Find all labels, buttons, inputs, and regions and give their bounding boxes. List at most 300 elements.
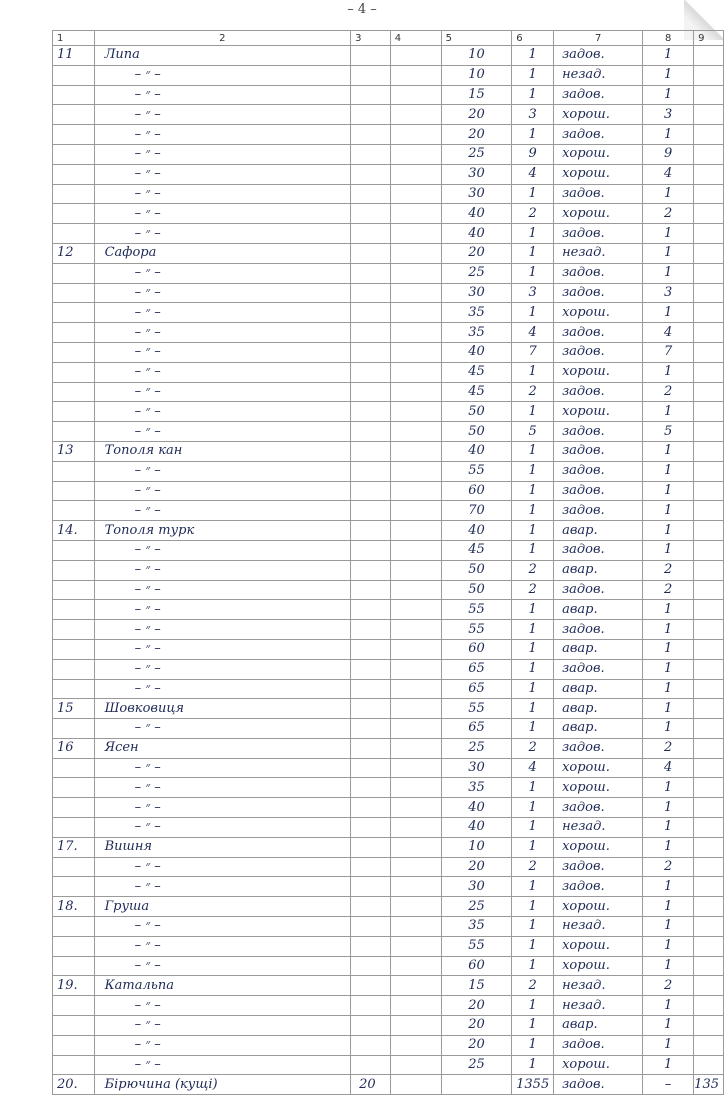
- col3-cell: [351, 85, 391, 105]
- col4-cell: [390, 897, 441, 917]
- diameter-cell: 20: [441, 857, 512, 877]
- col4-cell: [390, 362, 441, 382]
- count-cell: 1: [512, 402, 554, 422]
- count-cell: 1: [512, 798, 554, 818]
- total-cell: –: [643, 1075, 694, 1095]
- row-number: 19.: [53, 976, 95, 996]
- col9-cell: [694, 125, 724, 145]
- col9-cell: [694, 263, 724, 283]
- table-row: [53, 243, 724, 263]
- col3-cell: [351, 342, 391, 362]
- count-cell: 1: [512, 184, 554, 204]
- table-row: [53, 1035, 724, 1055]
- col3-cell: [351, 837, 391, 857]
- count-cell: 2: [512, 976, 554, 996]
- total-cell: 1: [643, 659, 694, 679]
- col4-cell: [390, 164, 441, 184]
- condition-cell: незад.: [554, 65, 643, 85]
- row-number: [53, 402, 95, 422]
- count-cell: 1: [512, 125, 554, 145]
- row-number: [53, 303, 95, 323]
- total-cell: 1: [643, 996, 694, 1016]
- species-name: – ״ –: [94, 600, 351, 620]
- col3-cell: [351, 481, 391, 501]
- col3-cell: [351, 204, 391, 224]
- col9-cell: [694, 85, 724, 105]
- col3-cell: [351, 857, 391, 877]
- diameter-cell: 40: [441, 204, 512, 224]
- total-cell: 1: [643, 917, 694, 937]
- row-number: 20.: [53, 1075, 95, 1095]
- total-cell: 1: [643, 184, 694, 204]
- diameter-cell: 55: [441, 620, 512, 640]
- col3-cell: [351, 877, 391, 897]
- col9-cell: [694, 105, 724, 125]
- col4-cell: [390, 303, 441, 323]
- condition-cell: задов.: [554, 659, 643, 679]
- diameter-cell: 65: [441, 659, 512, 679]
- col4-cell: [390, 283, 441, 303]
- diameter-cell: 30: [441, 283, 512, 303]
- species-name: – ״ –: [94, 323, 351, 343]
- col4-cell: [390, 323, 441, 343]
- diameter-cell: 60: [441, 956, 512, 976]
- row-number: [53, 798, 95, 818]
- condition-cell: незад.: [554, 818, 643, 838]
- diameter-cell: 15: [441, 976, 512, 996]
- col4-cell: [390, 501, 441, 521]
- diameter-cell: 30: [441, 164, 512, 184]
- row-number: 16: [53, 738, 95, 758]
- col9-cell: [694, 1055, 724, 1075]
- col4-cell: [390, 263, 441, 283]
- total-cell: 1: [643, 936, 694, 956]
- diameter-cell: 50: [441, 560, 512, 580]
- count-cell: 4: [512, 323, 554, 343]
- row-number: [53, 877, 95, 897]
- count-cell: 2: [512, 382, 554, 402]
- diameter-cell: 40: [441, 521, 512, 541]
- total-cell: 1: [643, 1016, 694, 1036]
- count-cell: 1: [512, 778, 554, 798]
- species-name: – ״ –: [94, 125, 351, 145]
- total-cell: 9: [643, 144, 694, 164]
- species-name: – ״ –: [94, 540, 351, 560]
- col9-cell: [694, 778, 724, 798]
- table-row: [53, 422, 724, 442]
- col4-cell: [390, 441, 441, 461]
- species-name: – ״ –: [94, 1035, 351, 1055]
- col9-cell: [694, 362, 724, 382]
- condition-cell: хорош.: [554, 837, 643, 857]
- column-numbers-row: [53, 31, 724, 46]
- col4-cell: [390, 857, 441, 877]
- count-cell: 2: [512, 580, 554, 600]
- col9-cell: [694, 857, 724, 877]
- total-cell: 2: [643, 738, 694, 758]
- species-name: – ״ –: [94, 936, 351, 956]
- condition-cell: незад.: [554, 976, 643, 996]
- species-name: Тополя турк: [94, 521, 351, 541]
- diameter-cell: 35: [441, 778, 512, 798]
- col4-cell: [390, 481, 441, 501]
- count-cell: 2: [512, 738, 554, 758]
- species-name: – ״ –: [94, 402, 351, 422]
- col9-cell: [694, 560, 724, 580]
- total-cell: 1: [643, 837, 694, 857]
- table-row: [53, 778, 724, 798]
- col9-cell: [694, 481, 724, 501]
- col3-cell: [351, 125, 391, 145]
- col4-cell: [390, 402, 441, 422]
- diameter-cell: 60: [441, 639, 512, 659]
- col9-cell: [694, 719, 724, 739]
- row-number: 12: [53, 243, 95, 263]
- diameter-cell: 20: [441, 105, 512, 125]
- species-name: Тополя кан: [94, 441, 351, 461]
- table-row: [53, 1055, 724, 1075]
- diameter-cell: 55: [441, 699, 512, 719]
- condition-cell: задов.: [554, 85, 643, 105]
- row-number: [53, 323, 95, 343]
- col4-cell: [390, 1055, 441, 1075]
- row-number: [53, 600, 95, 620]
- count-cell: 1: [512, 501, 554, 521]
- total-cell: 1: [643, 719, 694, 739]
- diameter-cell: 25: [441, 263, 512, 283]
- table-row: [53, 897, 724, 917]
- table-row: [53, 699, 724, 719]
- total-cell: 2: [643, 560, 694, 580]
- diameter-cell: 65: [441, 719, 512, 739]
- col3-cell: [351, 897, 391, 917]
- col9-cell: [694, 620, 724, 640]
- col9-cell: [694, 877, 724, 897]
- condition-cell: задов.: [554, 580, 643, 600]
- col4-cell: [390, 85, 441, 105]
- col4-cell: [390, 125, 441, 145]
- diameter-cell: 60: [441, 481, 512, 501]
- count-cell: 5: [512, 422, 554, 442]
- table-row: [53, 659, 724, 679]
- total-cell: 1: [643, 65, 694, 85]
- diameter-cell: 35: [441, 917, 512, 937]
- species-name: Бірючина (кущі): [94, 1075, 351, 1095]
- species-name: – ״ –: [94, 422, 351, 442]
- column-header-2: 2: [94, 31, 351, 46]
- diameter-cell: 50: [441, 402, 512, 422]
- col9-cell: [694, 461, 724, 481]
- table-row: [53, 738, 724, 758]
- row-number: [53, 659, 95, 679]
- col3-cell: 20: [351, 1075, 391, 1095]
- col9-cell: [694, 837, 724, 857]
- row-number: [53, 125, 95, 145]
- species-name: – ״ –: [94, 719, 351, 739]
- col9-cell: [694, 1035, 724, 1055]
- total-cell: 1: [643, 699, 694, 719]
- col4-cell: [390, 1075, 441, 1095]
- condition-cell: задов.: [554, 224, 643, 244]
- col3-cell: [351, 719, 391, 739]
- condition-cell: задов.: [554, 283, 643, 303]
- diameter-cell: 40: [441, 798, 512, 818]
- col9-cell: [694, 521, 724, 541]
- row-number: 13: [53, 441, 95, 461]
- table-row: [53, 956, 724, 976]
- condition-cell: авар.: [554, 719, 643, 739]
- column-header-6: 6: [512, 31, 554, 46]
- total-cell: 1: [643, 501, 694, 521]
- count-cell: 1: [512, 1035, 554, 1055]
- col3-cell: [351, 659, 391, 679]
- count-cell: 1: [512, 818, 554, 838]
- condition-cell: задов.: [554, 481, 643, 501]
- total-cell: 3: [643, 283, 694, 303]
- count-cell: 1: [512, 303, 554, 323]
- row-number: [53, 362, 95, 382]
- species-name: – ״ –: [94, 85, 351, 105]
- table-row: [53, 996, 724, 1016]
- table-row: [53, 580, 724, 600]
- count-cell: 1: [512, 897, 554, 917]
- col4-cell: [390, 600, 441, 620]
- col4-cell: [390, 659, 441, 679]
- total-cell: 1: [643, 441, 694, 461]
- col4-cell: [390, 719, 441, 739]
- total-cell: 1: [643, 521, 694, 541]
- table-row: [53, 818, 724, 838]
- total-cell: 1: [643, 46, 694, 66]
- total-cell: 1: [643, 461, 694, 481]
- col9-cell: [694, 917, 724, 937]
- col3-cell: [351, 798, 391, 818]
- condition-cell: хорош.: [554, 204, 643, 224]
- count-cell: 4: [512, 758, 554, 778]
- row-number: [53, 342, 95, 362]
- col4-cell: [390, 105, 441, 125]
- row-number: [53, 778, 95, 798]
- total-cell: 1: [643, 243, 694, 263]
- table-row: [53, 263, 724, 283]
- col4-cell: [390, 936, 441, 956]
- species-name: – ״ –: [94, 996, 351, 1016]
- count-cell: 1: [512, 600, 554, 620]
- col4-cell: [390, 996, 441, 1016]
- table-row: [53, 837, 724, 857]
- col4-cell: [390, 620, 441, 640]
- col3-cell: [351, 639, 391, 659]
- count-cell: 1: [512, 620, 554, 640]
- diameter-cell: 10: [441, 837, 512, 857]
- count-cell: 1: [512, 540, 554, 560]
- species-name: – ״ –: [94, 224, 351, 244]
- table-row: [53, 758, 724, 778]
- table-row: [53, 481, 724, 501]
- col4-cell: [390, 1016, 441, 1036]
- diameter-cell: 45: [441, 362, 512, 382]
- col9-cell: [694, 184, 724, 204]
- col3-cell: [351, 461, 391, 481]
- row-number: [53, 1055, 95, 1075]
- condition-cell: задов.: [554, 738, 643, 758]
- table-row: [53, 283, 724, 303]
- col3-cell: [351, 263, 391, 283]
- column-header-5: 5: [441, 31, 512, 46]
- species-name: – ״ –: [94, 164, 351, 184]
- table-row: [53, 441, 724, 461]
- column-header-1: 1: [53, 31, 95, 46]
- count-cell: 1: [512, 461, 554, 481]
- table-row: [53, 144, 724, 164]
- table-row: [53, 521, 724, 541]
- col3-cell: [351, 224, 391, 244]
- species-name: – ״ –: [94, 144, 351, 164]
- count-cell: 1: [512, 46, 554, 66]
- diameter-cell: 25: [441, 1055, 512, 1075]
- col9-cell: [694, 580, 724, 600]
- col4-cell: [390, 560, 441, 580]
- count-cell: 1: [512, 521, 554, 541]
- diameter-cell: 40: [441, 224, 512, 244]
- diameter-cell: 45: [441, 382, 512, 402]
- col9-cell: [694, 303, 724, 323]
- row-number: [53, 620, 95, 640]
- col4-cell: [390, 243, 441, 263]
- total-cell: 1: [643, 303, 694, 323]
- col3-cell: [351, 560, 391, 580]
- table-row: [53, 857, 724, 877]
- row-number: 11: [53, 46, 95, 66]
- diameter-cell: 50: [441, 422, 512, 442]
- col3-cell: [351, 976, 391, 996]
- condition-cell: задов.: [554, 441, 643, 461]
- condition-cell: задов.: [554, 1035, 643, 1055]
- table-row: [53, 620, 724, 640]
- col9-cell: [694, 976, 724, 996]
- condition-cell: хорош.: [554, 303, 643, 323]
- page-number: – 4 –: [347, 2, 377, 17]
- condition-cell: авар.: [554, 699, 643, 719]
- col9-cell: [694, 204, 724, 224]
- species-name: – ״ –: [94, 362, 351, 382]
- species-name: – ״ –: [94, 778, 351, 798]
- row-number: [53, 580, 95, 600]
- condition-cell: задов.: [554, 501, 643, 521]
- row-number: [53, 956, 95, 976]
- total-cell: 1: [643, 639, 694, 659]
- condition-cell: авар.: [554, 1016, 643, 1036]
- col3-cell: [351, 362, 391, 382]
- table-row: [53, 798, 724, 818]
- col9-cell: [694, 738, 724, 758]
- species-name: – ״ –: [94, 798, 351, 818]
- total-cell: 2: [643, 382, 694, 402]
- condition-cell: авар.: [554, 560, 643, 580]
- total-cell: 2: [643, 580, 694, 600]
- col3-cell: [351, 580, 391, 600]
- total-cell: 1: [643, 818, 694, 838]
- row-number: [53, 85, 95, 105]
- count-cell: 1: [512, 719, 554, 739]
- col3-cell: [351, 1035, 391, 1055]
- col4-cell: [390, 798, 441, 818]
- condition-cell: хорош.: [554, 105, 643, 125]
- col4-cell: [390, 540, 441, 560]
- col4-cell: [390, 144, 441, 164]
- row-number: [53, 263, 95, 283]
- species-name: – ״ –: [94, 679, 351, 699]
- table-row: [53, 976, 724, 996]
- row-number: [53, 501, 95, 521]
- table-row: [53, 85, 724, 105]
- column-header-9: 9: [694, 31, 724, 46]
- species-name: Шовковиця: [94, 699, 351, 719]
- condition-cell: авар.: [554, 521, 643, 541]
- species-name: – ״ –: [94, 758, 351, 778]
- col4-cell: [390, 837, 441, 857]
- total-cell: 1: [643, 956, 694, 976]
- row-number: [53, 719, 95, 739]
- species-name: – ״ –: [94, 461, 351, 481]
- col9-cell: [694, 758, 724, 778]
- species-name: – ״ –: [94, 283, 351, 303]
- diameter-cell: 35: [441, 303, 512, 323]
- condition-cell: хорош.: [554, 1055, 643, 1075]
- col4-cell: [390, 877, 441, 897]
- row-number: [53, 204, 95, 224]
- row-number: [53, 184, 95, 204]
- total-cell: 1: [643, 798, 694, 818]
- col9-cell: [694, 996, 724, 1016]
- condition-cell: авар.: [554, 639, 643, 659]
- diameter-cell: 20: [441, 1016, 512, 1036]
- species-name: – ״ –: [94, 105, 351, 125]
- species-name: – ״ –: [94, 501, 351, 521]
- col4-cell: [390, 818, 441, 838]
- column-header-8: 8: [643, 31, 694, 46]
- col9-cell: [694, 164, 724, 184]
- col3-cell: [351, 105, 391, 125]
- col9-cell: [694, 639, 724, 659]
- col9-cell: [694, 323, 724, 343]
- table-row: [53, 303, 724, 323]
- col3-cell: [351, 144, 391, 164]
- col4-cell: [390, 758, 441, 778]
- diameter-cell: 25: [441, 144, 512, 164]
- condition-cell: задов.: [554, 125, 643, 145]
- species-name: – ״ –: [94, 1016, 351, 1036]
- total-cell: 1: [643, 877, 694, 897]
- condition-cell: незад.: [554, 243, 643, 263]
- col3-cell: [351, 184, 391, 204]
- total-cell: 2: [643, 204, 694, 224]
- row-number: [53, 283, 95, 303]
- col3-cell: [351, 164, 391, 184]
- count-cell: 1: [512, 996, 554, 1016]
- condition-cell: незад.: [554, 917, 643, 937]
- diameter-cell: 40: [441, 818, 512, 838]
- col4-cell: [390, 422, 441, 442]
- species-name: – ״ –: [94, 303, 351, 323]
- total-cell: 4: [643, 164, 694, 184]
- col4-cell: [390, 738, 441, 758]
- table-row: [53, 125, 724, 145]
- total-cell: 1: [643, 1035, 694, 1055]
- column-header-3: 3: [351, 31, 391, 46]
- col3-cell: [351, 758, 391, 778]
- total-cell: 4: [643, 758, 694, 778]
